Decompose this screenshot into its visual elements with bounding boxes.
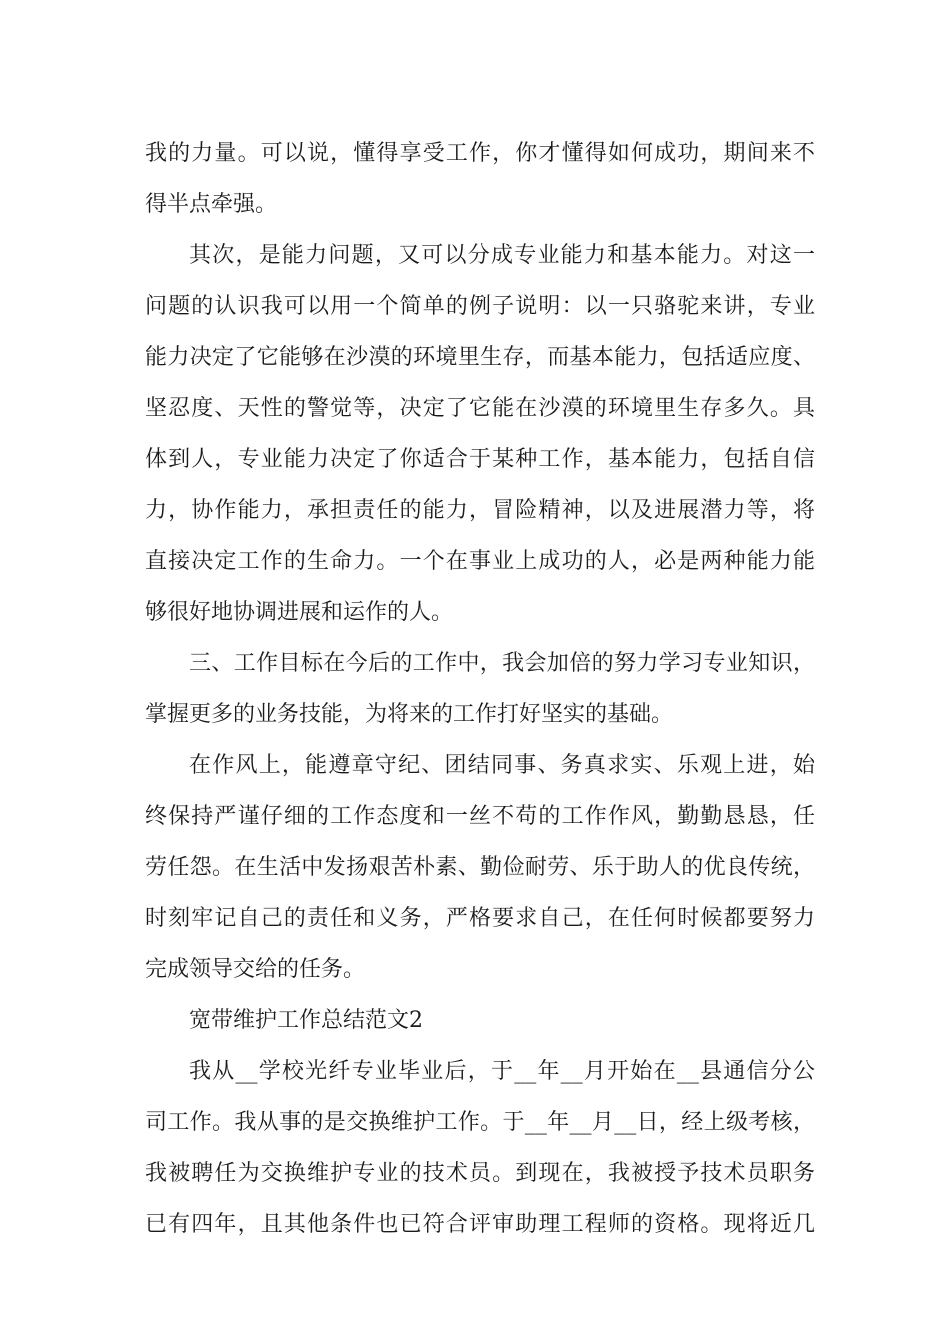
- text-line: 能力决定了它能够在沙漠的环境里生存，而基本能力，包括适应度、: [145, 345, 815, 370]
- text-line: 我被聘任为交换维护专业的技术员。到现在，我被授予技术员职务: [145, 1161, 815, 1186]
- text-line: 问题的认识我可以用一个简单的例子说明：以一只骆驼来讲，专业: [145, 294, 815, 319]
- text-line: 其次，是能力问题，又可以分成专业能力和基本能力。对这一: [189, 243, 815, 268]
- text-line: 时刻牢记自己的责任和义务，严格要求自己，在任何时候都要努力: [145, 906, 815, 931]
- text-line: 得半点牵强。: [145, 192, 278, 217]
- text-line: 力，协作能力，承担责任的能力，冒险精神，以及进展潜力等，将: [145, 498, 815, 523]
- document-body: [145, 128, 815, 1250]
- text-line: 在作风上，能遵章守纪、团结同事、务真求实、乐观上进，始: [189, 753, 815, 778]
- text-line: 完成领导交给的任务。: [145, 957, 366, 982]
- text-line: 劳任怨。在生活中发扬艰苦朴素、勤俭耐劳、乐于助人的优良传统，: [145, 855, 815, 880]
- text-line: 坚忍度、天性的警觉等，决定了它能在沙漠的环境里生存多久。具: [145, 396, 815, 421]
- text-line: 我从__学校光纤专业毕业后，于__年__月开始在__县通信分公: [189, 1059, 815, 1084]
- text-line: 司工作。我从事的是交换维护工作。于__年__月__日，经上级考核，: [145, 1110, 815, 1135]
- text-line: 三、工作目标在今后的工作中，我会加倍的努力学习专业知识，: [189, 651, 815, 676]
- text-line: 掌握更多的业务技能，为将来的工作打好坚实的基础。: [145, 702, 674, 727]
- section-heading: 宽带维护工作总结范文2: [189, 1008, 423, 1033]
- text-line: 够很好地协调进展和运作的人。: [145, 600, 454, 625]
- text-line: 我的力量。可以说，懂得享受工作，你才懂得如何成功，期间来不: [145, 141, 815, 166]
- text-line: 直接决定工作的生命力。一个在事业上成功的人，必是两种能力能: [145, 549, 815, 574]
- text-line: 体到人，专业能力决定了你适合于某种工作，基本能力，包括自信: [145, 447, 815, 472]
- text-line: 已有四年，且其他条件也已符合评审助理工程师的资格。现将近几: [145, 1212, 815, 1237]
- text-line: 终保持严谨仔细的工作态度和一丝不苟的工作作风，勤勤恳恳，任: [145, 804, 815, 829]
